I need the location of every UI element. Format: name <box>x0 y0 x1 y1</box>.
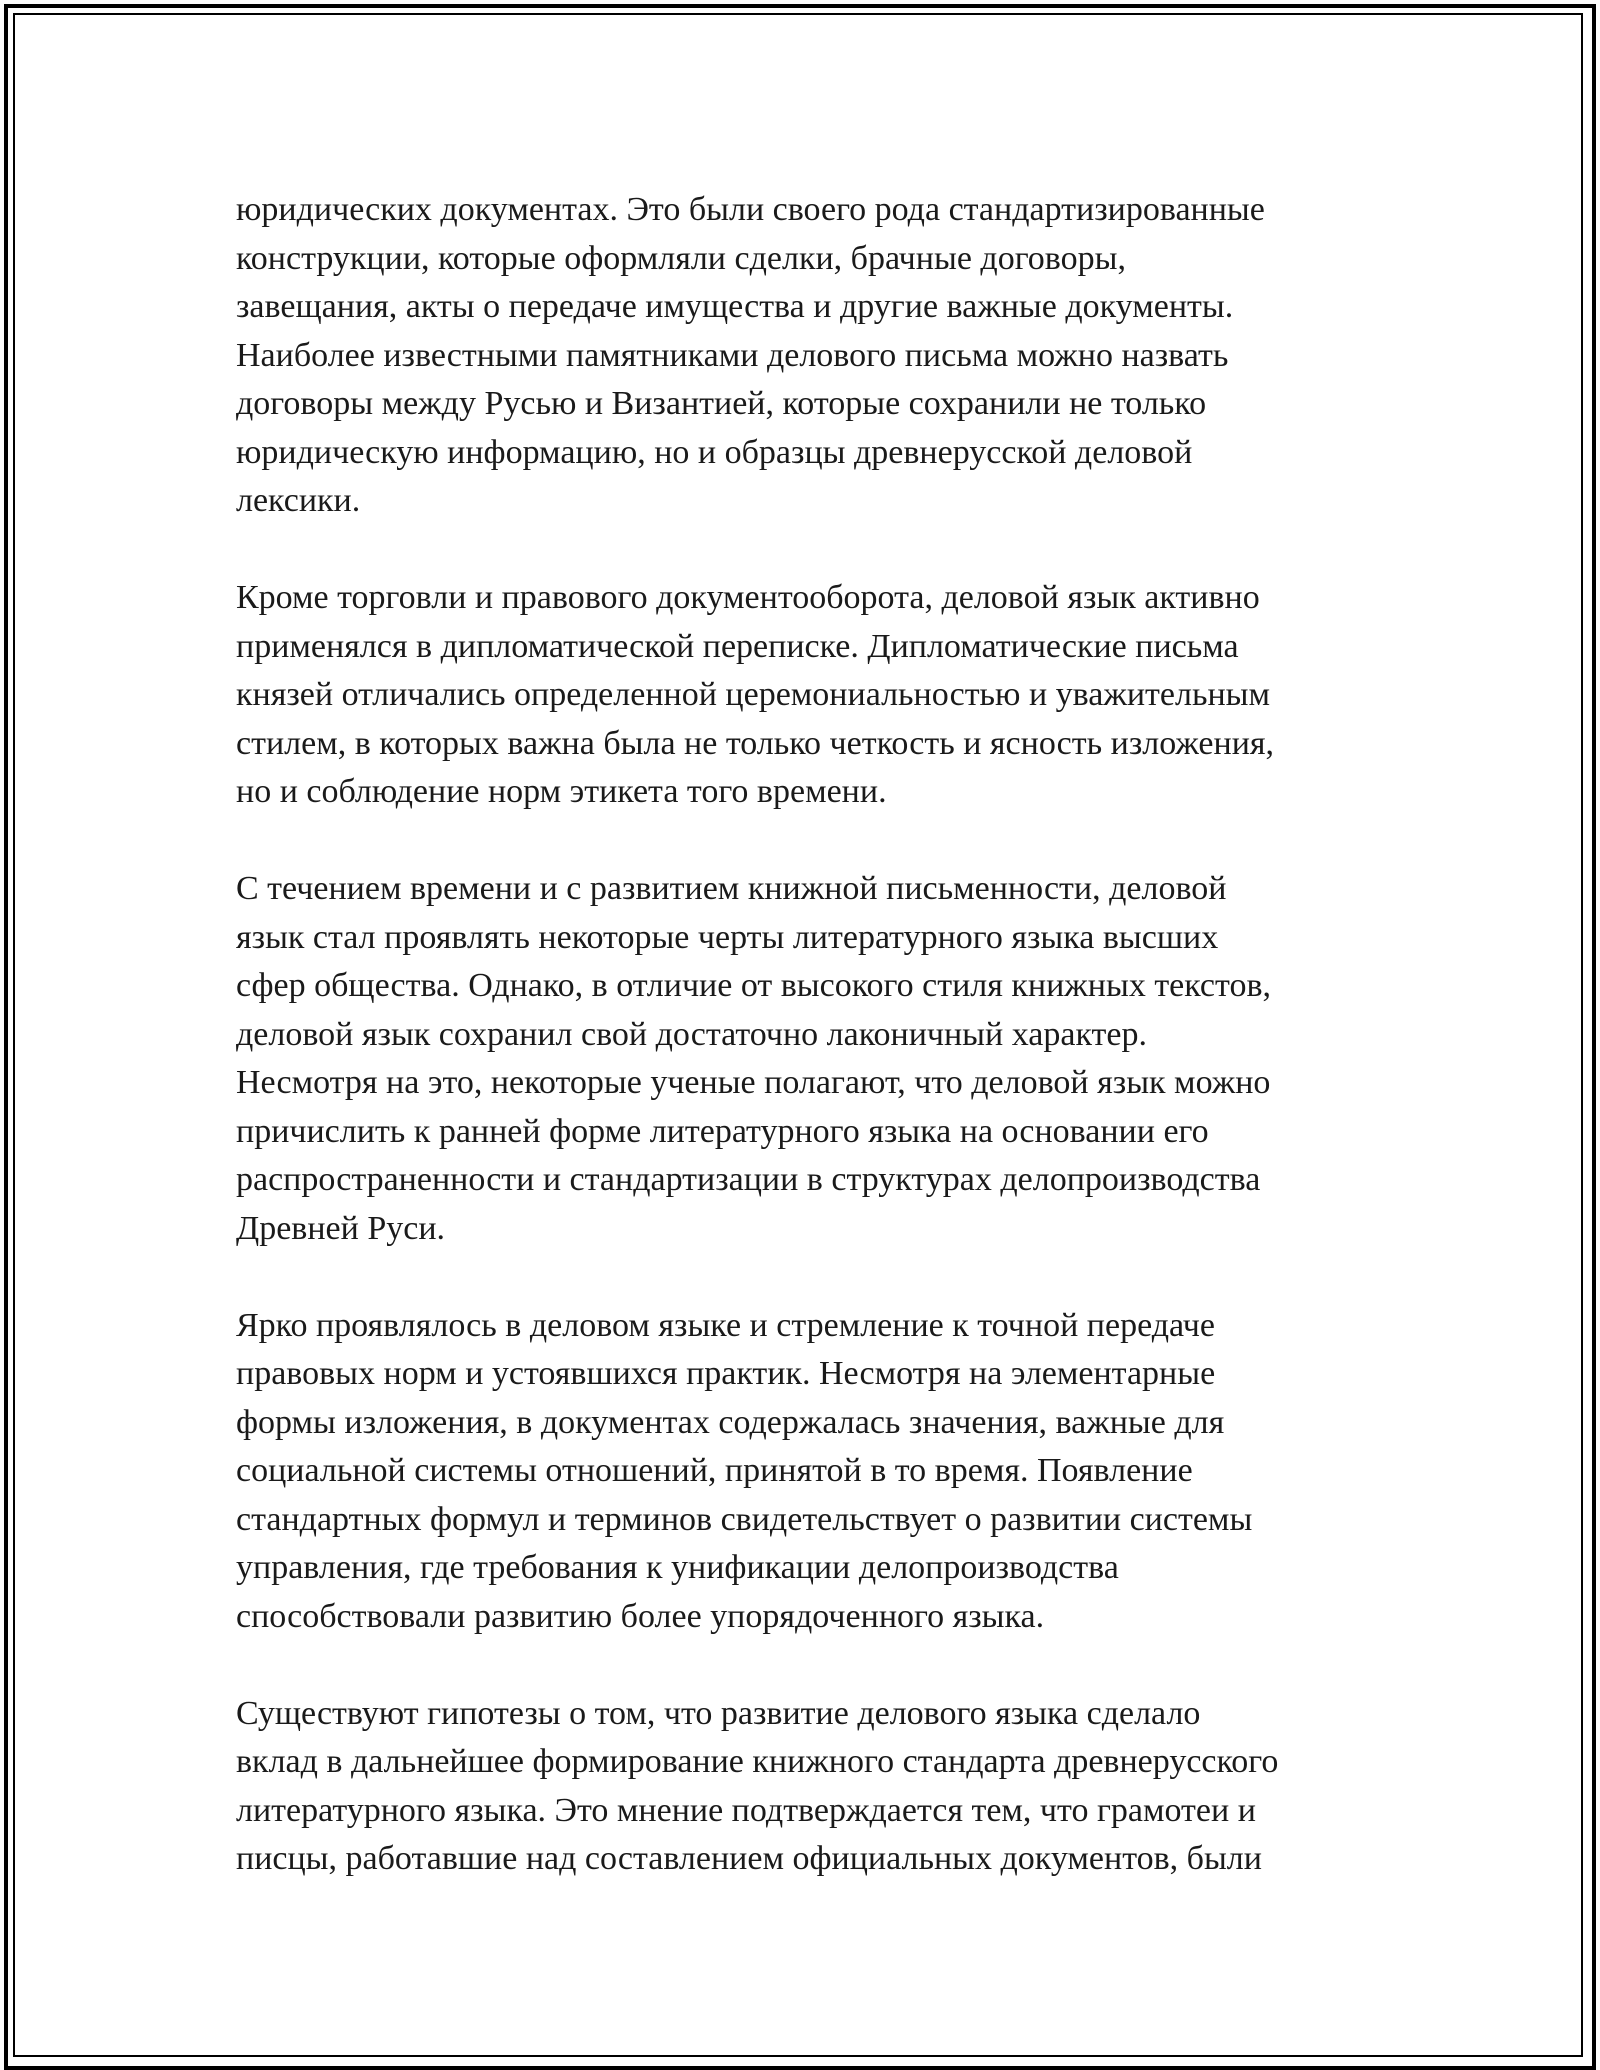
text-line: правовых норм и устоявшихся практик. Несмотря на элементарные <box>236 1355 1216 1392</box>
text-line: но и соблюдение норм этикета того времени. <box>236 773 887 810</box>
text-line: деловой язык сохранил свой достаточно лаконичный характер. <box>236 1015 1147 1053</box>
text-line: Кроме торговли и правового документооборота, деловой язык активно <box>236 579 1260 616</box>
text-line: формы изложения, в документах содержалась значения, важные для <box>236 1403 1225 1441</box>
text-line: писцы, работавшие над составлением официальных документов, были <box>236 1840 1262 1877</box>
text-line: причислить к ранней форме литературного языка на основании его <box>236 1112 1209 1150</box>
text-line: стилем, в которых важна была не только четкость и ясность изложения, <box>236 724 1275 762</box>
paragraph-5 <box>236 1690 1396 1884</box>
text-line: юридическую информацию, но и образцы древнерусской деловой <box>236 433 1193 471</box>
text-line: Существуют гипотезы о том, что развитие делового языка сделало <box>236 1694 1201 1732</box>
text-line: Ярко проявлялось в деловом языке и стремление к точной передаче <box>236 1306 1215 1344</box>
text-line: Наиболее известными памятниками делового письма можно назвать <box>236 336 1229 374</box>
paragraph-3 <box>236 865 1396 1253</box>
paragraph-2 <box>236 574 1396 817</box>
text-line: стандартных формул и терминов свидетельствует о развитии системы <box>236 1500 1253 1538</box>
text-line: конструкции, которые оформляли сделки, брачные договоры, <box>236 239 1126 277</box>
text-line: юридических документах. Это были своего рода стандартизированные <box>236 191 1265 228</box>
text-line: вклад в дальнейшее формирование книжного стандарта древнерусского <box>236 1743 1279 1780</box>
text-line: Древней Руси. <box>236 1209 446 1247</box>
text-line: Несмотря на это, некоторые ученые полагают, что деловой язык можно <box>236 1064 1271 1101</box>
text-line: сфер общества. Однако, в отличие от высокого стиля книжных текстов, <box>236 967 1271 1004</box>
text-line: способствовали развитию более упорядоченного языка. <box>236 1597 1045 1635</box>
document-body <box>236 186 1396 1884</box>
text-line: князей отличались определенной церемониальностью и уважительным <box>236 676 1271 713</box>
text-line: социальной системы отношений, принятой в то время. Появление <box>236 1452 1193 1489</box>
text-line: распространенности и стандартизации в структурах делопроизводства <box>236 1161 1261 1198</box>
text-line: литературного языка. Это мнение подтверждается тем, что грамотеи и <box>236 1791 1256 1829</box>
text-line: управления, где требования к унификации делопроизводства <box>236 1549 1119 1586</box>
paragraph-1 <box>236 186 1396 526</box>
text-line: С течением времени и с развитием книжной письменности, деловой <box>236 870 1227 907</box>
text-line: завещания, акты о передаче имущества и другие важные документы. <box>236 288 1234 325</box>
text-line: язык стал проявлять некоторые черты литературного языка высших <box>236 918 1219 956</box>
text-line: договоры между Русью и Византией, которые сохранили не только <box>236 385 1207 422</box>
text-line: лексики. <box>236 482 361 519</box>
text-line: применялся в дипломатической переписке. Дипломатические письма <box>236 627 1239 665</box>
paragraph-4 <box>236 1302 1396 1642</box>
